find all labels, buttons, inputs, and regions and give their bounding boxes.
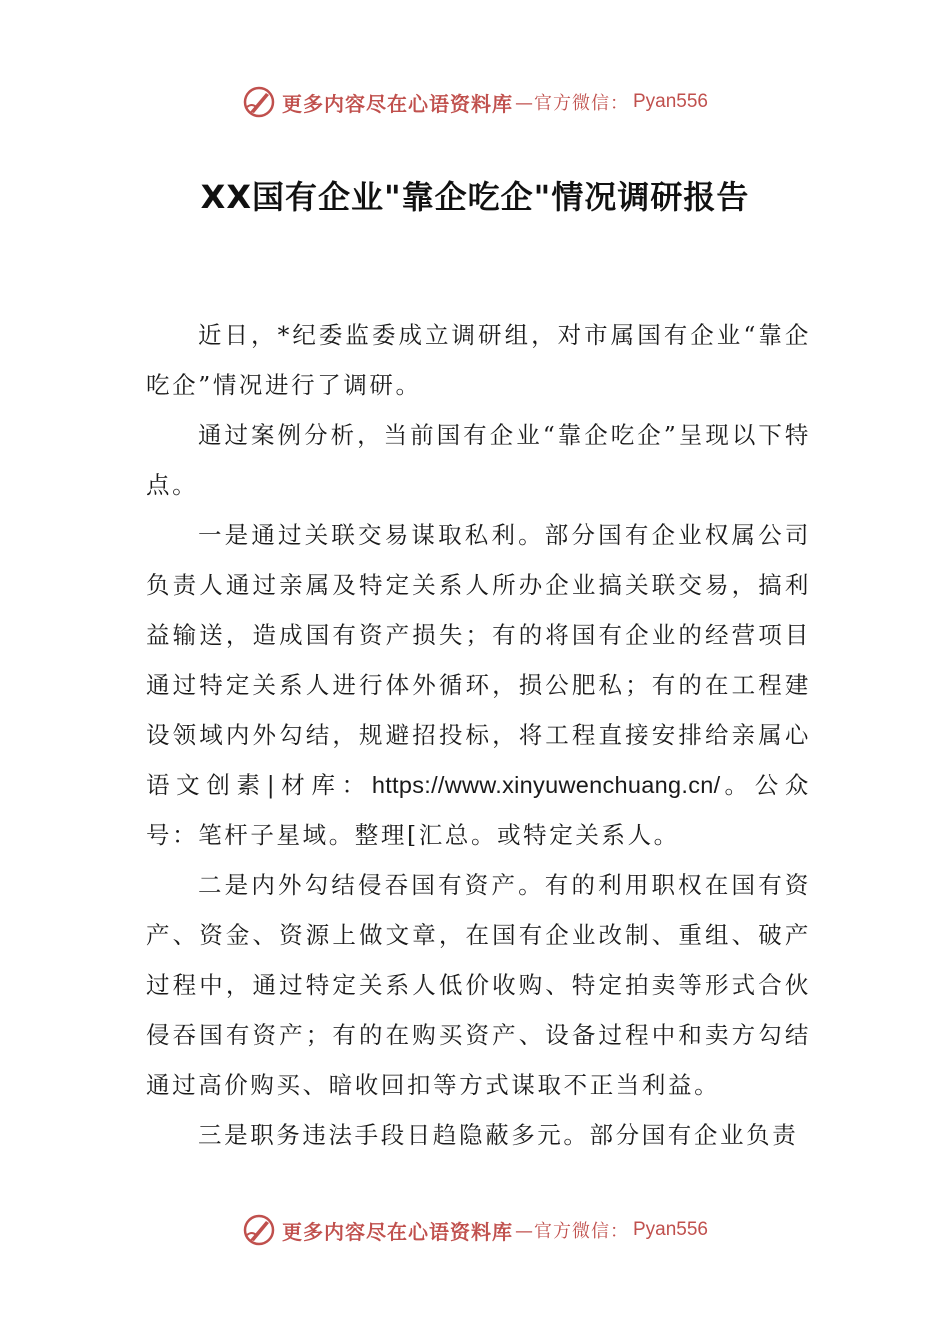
paragraph-point-two: 二是内外勾结侵吞国有资产。有的利用职权在国有资产、资金、资源上做文章，在国有企业改制、重组、破产过程中，通过特定关系人低价收购、特定拍卖等形式合伙侵吞国有资产；有的在购买资产、设备过程中和卖方勾结通过高价购买、暗收回扣等方式谋取不正当利益。: [146, 871, 811, 1099]
paragraph-point-one-after: 。公众号：笔杆子星域。整理[汇总。或特定关系人。: [146, 771, 811, 849]
banner-main-text: 更多内容尽在心语资料库: [281, 91, 513, 116]
banner-sub-text: —官方微信：: [514, 93, 629, 114]
source-url-link[interactable]: https://www.xinyuwenchuang.cn/: [371, 772, 721, 798]
header-watermark-banner: [0, 82, 950, 122]
paragraph-intro: 近日，*纪委监委成立调研组，对市属国有企业“靠企吃企”情况进行了调研。: [146, 321, 811, 399]
document-body: [146, 310, 811, 1160]
banner-wechat-id: Pyan556: [632, 91, 708, 112]
quill-logo-icon: [242, 1213, 276, 1247]
quill-logo-icon: [242, 85, 276, 119]
banner-sub-text: —官方微信：: [514, 1221, 629, 1242]
paragraph-point-one: [146, 510, 811, 860]
paragraph-overview: 通过案例分析，当前国有企业“靠企吃企”呈现以下特点。: [146, 421, 811, 499]
document-title: XX国有企业"靠企吃企"情况调研报告: [200, 178, 750, 216]
banner-wechat-id: Pyan556: [632, 1219, 708, 1240]
banner-main-text: 更多内容尽在心语资料库: [281, 1219, 513, 1244]
footer-watermark-banner: [0, 1210, 950, 1250]
paragraph-point-three: 三是职务违法手段日趋隐蔽多元。部分国有企业负责: [198, 1121, 799, 1149]
paragraph-point-one-text: 一是通过关联交易谋取私利。部分国有企业权属公司负责人通过亲属及特定关系人所办企业搞关联交易，搞利益输送，造成国有资产损失；有的将国有企业的经营项目通过特定关系人进行体外循环，损公肥私；有的在工程建设领域内外勾结，规避招投标，将工程直接安排给亲属心语文创素|材库：: [146, 521, 811, 799]
